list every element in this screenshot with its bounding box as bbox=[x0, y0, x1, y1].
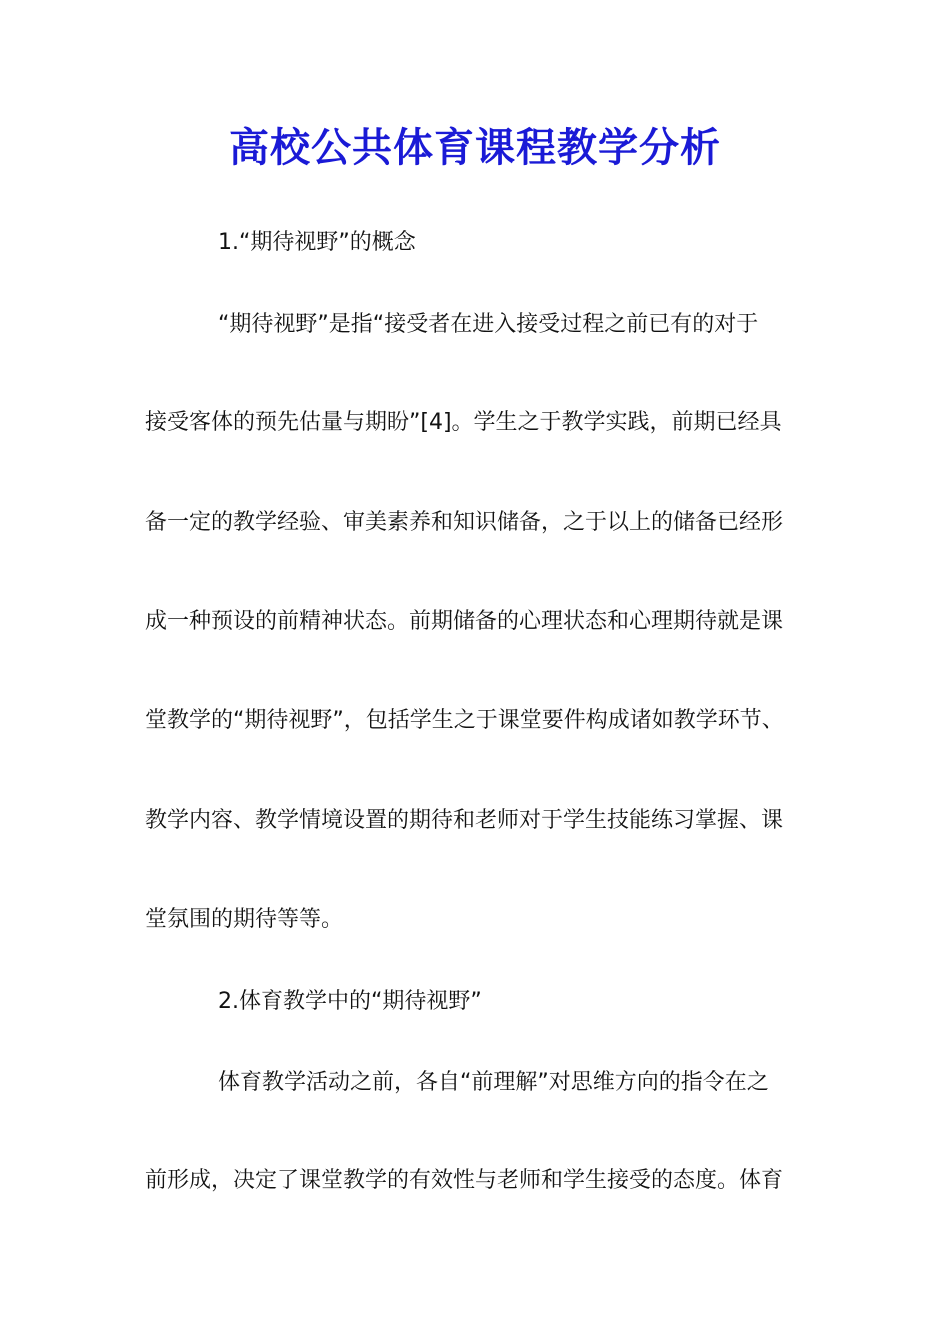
paragraph-1-line-6: 教学内容、教学情境设置的期待和老师对于学生技能练习掌握、课 bbox=[145, 808, 784, 833]
paragraph-1-line-1: “期待视野”是指“接受者在进入接受过程之前已有的对于 bbox=[218, 312, 759, 337]
paragraph-1-line-3: 备一定的教学经验、审美素养和知识储备，之于以上的储备已经形 bbox=[145, 510, 784, 535]
paragraph-1-line-4: 成一种预设的前精神状态。前期储备的心理状态和心理期待就是课 bbox=[145, 609, 784, 634]
paragraph-2-line-2: 前形成，决定了课堂教学的有效性与老师和学生接受的态度。体育 bbox=[145, 1168, 784, 1193]
paragraph-1-line-5: 堂教学的“期待视野”，包括学生之于课堂要件构成诸如教学环节、 bbox=[145, 708, 784, 733]
paragraph-2-line-1: 体育教学活动之前，各自“前理解”对思维方向的指令在之 bbox=[218, 1070, 769, 1095]
document-title: 高校公共体育课程教学分析 bbox=[229, 124, 721, 171]
paragraph-1-line-2: 接受客体的预先估量与期盼”[4]。学生之于教学实践，前期已经具 bbox=[145, 410, 782, 435]
paragraph-1-line-7: 堂氛围的期待等等。 bbox=[145, 907, 344, 932]
section-heading-1: 1.“期待视野”的概念 bbox=[218, 230, 416, 255]
section-heading-2: 2.体育教学中的“期待视野” bbox=[218, 989, 482, 1014]
